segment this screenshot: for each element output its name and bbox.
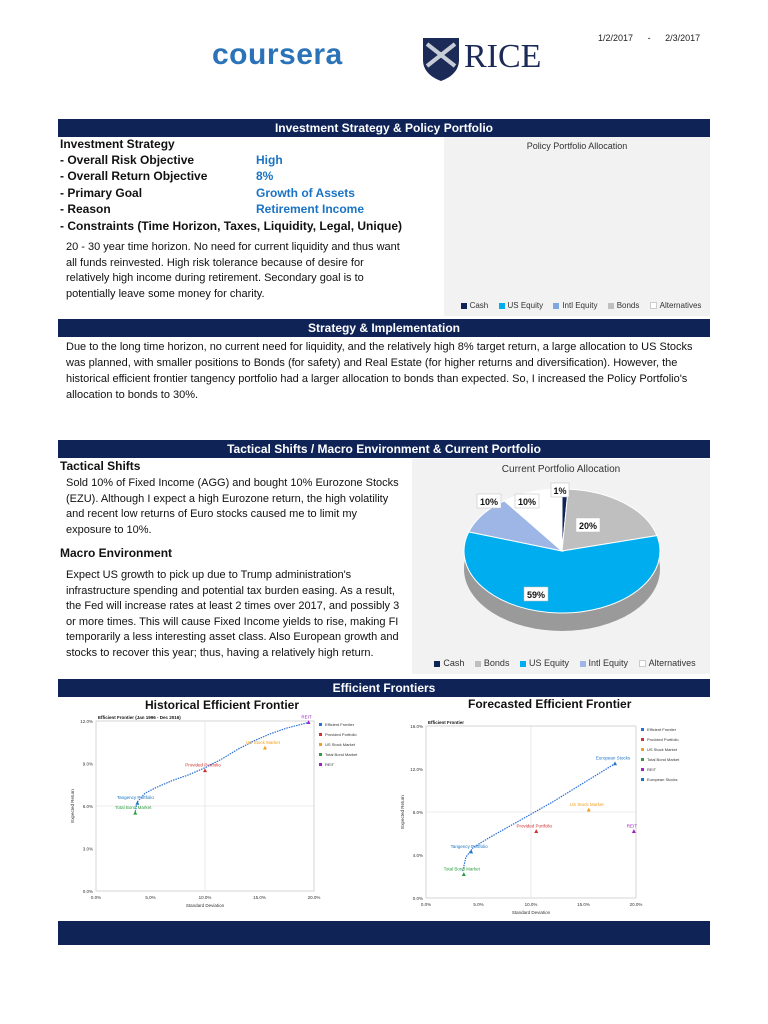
historical-chart-title: Efficient Frontier (Jan 1996 - Dec 2016) (98, 715, 181, 720)
forecasted-legend-swatch (641, 738, 644, 741)
forecasted-xtick: 20.0% (629, 902, 643, 907)
macro-heading: Macro Environment (60, 546, 173, 560)
date-start: 1/2/2017 (598, 33, 634, 43)
forecasted-ytick: 0.0% (412, 896, 423, 901)
forecasted-ytick: 8.0% (412, 810, 423, 815)
investment-strategy-heading: Investment Strategy (60, 137, 175, 151)
historical-ytick: 9.0% (82, 761, 93, 767)
historical-legend-swatch (319, 763, 322, 766)
current-label-cash: 1% (553, 486, 567, 496)
section-bar-implementation: Strategy & Implementation (58, 319, 710, 337)
forecasted-legend-swatch (641, 728, 644, 731)
policy-legend-us-equity: US Equity (507, 301, 544, 310)
historical-ytick: 6.0% (82, 804, 93, 809)
historical-xtick: 15.0% (253, 895, 266, 900)
policy-legend-cash: Cash (469, 301, 489, 310)
historical-ytick: 3.0% (82, 846, 93, 852)
row-value-risk: High (256, 153, 283, 167)
historical-xtick: 0.0% (90, 895, 102, 900)
historical-legend-entry: REIT (325, 762, 335, 767)
forecasted-legend-swatch (641, 748, 644, 751)
historical-point-label: Provided Portfolio (185, 762, 221, 768)
current-legend-intl-equity: Intl Equity (588, 658, 629, 668)
historical-frontier-chart (66, 712, 366, 912)
current-label-us-equity: 59% (526, 590, 546, 600)
date-range (598, 33, 700, 43)
forecasted-legend-entry: Efficient Frontier (647, 727, 677, 732)
current-chart (412, 459, 710, 674)
row-label-risk: - Overall Risk Objective (60, 153, 195, 167)
forecasted-ylabel: Expected Return (400, 795, 405, 829)
constraints-text: 20 - 30 year time horizon. No need for current liquidity and thus want all funds reinvested. High risk tolerance because of desire for relatively high income during retirement. Secondary goal is to potentially leave some money for charity. (66, 241, 400, 300)
historical-legend-entry: Total Bond Market (325, 752, 358, 757)
rice-shield-icon (421, 36, 461, 87)
forecasted-ytick: 16.0% (410, 724, 423, 729)
current-chart-title: Current Portfolio Allocation (501, 464, 621, 475)
rice-logo: RICE (464, 38, 542, 75)
tactical-heading: Tactical Shifts (60, 459, 141, 473)
constraints-label: - Constraints (Time Horizon, Taxes, Liquidity, Legal, Unique) (60, 219, 403, 233)
forecasted-xtick: 5.0% (473, 902, 484, 907)
current-label-intl-equity: 10% (479, 497, 499, 507)
forecasted-legend-entry: REIT (647, 767, 657, 772)
forecasted-ytick: 4.0% (412, 853, 423, 858)
policy-legend-bonds: Bonds (616, 301, 640, 310)
policy-chart (444, 137, 710, 316)
row-label-goal: - Primary Goal (60, 186, 143, 200)
row-value-reason: Retirement Income (256, 202, 365, 216)
historical-xlabel: Standard Deviation (185, 903, 225, 908)
section-bar-frontiers: Efficient Frontiers (58, 679, 710, 697)
current-pie-svg (412, 459, 710, 674)
historical-ytick: 0.0% (82, 889, 93, 894)
forecasted-legend-entry: Provided Portfolio (647, 737, 679, 742)
section-bar-strategy: Investment Strategy & Policy Portfolio (58, 119, 710, 137)
current-legend-us-equity: US Equity (528, 658, 569, 668)
forecasted-ytick: 12.0% (410, 767, 423, 772)
forecasted-legend-swatch (641, 758, 644, 761)
row-label-reason: - Reason (60, 202, 111, 216)
historical-point-label: US Stock Market (246, 739, 280, 745)
section-bar-tactical: Tactical Shifts / Macro Environment & Current Portfolio (58, 440, 710, 458)
footer-bar (58, 921, 710, 945)
row-label-return: - Overall Return Objective (60, 169, 208, 183)
forecasted-xtick: 10.0% (524, 902, 538, 907)
forecasted-point-label: European Stocks (595, 755, 631, 761)
forecasted-point-label: Tangency Portfolio (450, 843, 488, 849)
historical-ytick: 12.0% (80, 719, 93, 724)
macro-text: Expect US growth to pick up due to Trump administration's infrastructure spending and potential tax burden easing. As a result, the Fed will increase rates at least 2 times over 2017, and possibly 3 or more times. This will cause Fixed Income yields to rise, making FI temporarily a less interesting asset class. Also European growth and stocks to recover this year; thus, having a relatively high return. (66, 569, 400, 659)
historical-xtick: 10.0% (198, 895, 212, 900)
forecasted-point-label: Provided Portfolio (516, 823, 553, 829)
current-label-alternatives: 10% (517, 497, 537, 507)
policy-chart-title: Policy Portfolio Allocation (526, 141, 628, 151)
forecasted-legend-entry: European Stocks (647, 777, 678, 782)
tactical-text: Sold 10% of Fixed Income (AGG) and bought 10% Eurozone Stocks (EZU). Although I expect a high Eurozone return, the high volatility and recent low returns of Euro stocks caused me to limit my exposure to 10%. (66, 477, 399, 536)
historical-legend-entry: Efficient Frontier (325, 722, 355, 727)
date-end: 2/3/2017 (665, 33, 701, 43)
policy-legend-alternatives: Alternatives (659, 301, 702, 310)
forecasted-point-label: REIT (626, 823, 638, 829)
historical-ylabel: Expected Return (70, 789, 75, 823)
date-separator: - (647, 33, 651, 43)
historical-xtick: 20.0% (307, 895, 321, 900)
forecasted-legend-entry: Total Bond Market (647, 757, 680, 762)
historical-legend-entry: US Stock Market (325, 742, 356, 747)
current-legend-cash: Cash (443, 658, 465, 668)
forecasted-point-label: US Stock Market (569, 801, 604, 807)
forecasted-legend-swatch (641, 768, 644, 771)
implementation-text: Due to the long time horizon, no current need for liquidity, and the relatively high 8% target return, a large allocation to US Stocks was planned, with smaller positions to Bonds (for safety) and Real Estate (for higher returns and diversification). However, the historical efficient frontier tangency portfolio had a larger allocation to bonds than expected. So, I increased the Policy Portfolio's allocation to bonds to 30%. (66, 341, 693, 401)
historical-legend-swatch (319, 723, 322, 726)
forecasted-point-label: Total Bond Market (443, 866, 480, 872)
historical-legend-swatch (319, 733, 322, 736)
policy-legend (444, 301, 710, 310)
historical-xtick: 5.0% (145, 895, 156, 900)
historical-legend-swatch (319, 753, 322, 756)
forecasted-frontier-title: Forecasted Efficient Frontier (468, 697, 632, 711)
forecasted-legend-entry: US Stock Market (647, 747, 678, 752)
historical-legend-swatch (319, 743, 322, 746)
current-label-bonds: 20% (578, 521, 598, 531)
current-legend-bonds: Bonds (483, 658, 510, 668)
historical-legend-entry: Provided Portfolio (325, 732, 357, 737)
forecasted-xtick: 15.0% (577, 902, 590, 907)
forecasted-legend-swatch (641, 778, 644, 781)
row-value-return: 8% (256, 169, 274, 183)
coursera-logo: coursera (212, 38, 343, 71)
forecasted-frontier-chart (388, 714, 688, 918)
historical-point-label: Tangency Portfolio (116, 795, 154, 801)
row-value-goal: Growth of Assets (256, 186, 355, 200)
forecasted-chart-title: Efficient Frontier (428, 720, 465, 725)
policy-pie-svg (444, 137, 710, 316)
historical-point-label: REIT (301, 714, 312, 720)
current-legend (412, 658, 710, 668)
policy-legend-intl-equity: Intl Equity (562, 301, 598, 310)
forecasted-xtick: 0.0% (420, 902, 432, 907)
forecasted-xlabel: Standard Deviation (511, 910, 551, 915)
historical-frontier-title: Historical Efficient Frontier (145, 698, 300, 712)
historical-point-label: Total Bond Market (115, 805, 152, 811)
current-legend-alternatives: Alternatives (648, 658, 696, 668)
